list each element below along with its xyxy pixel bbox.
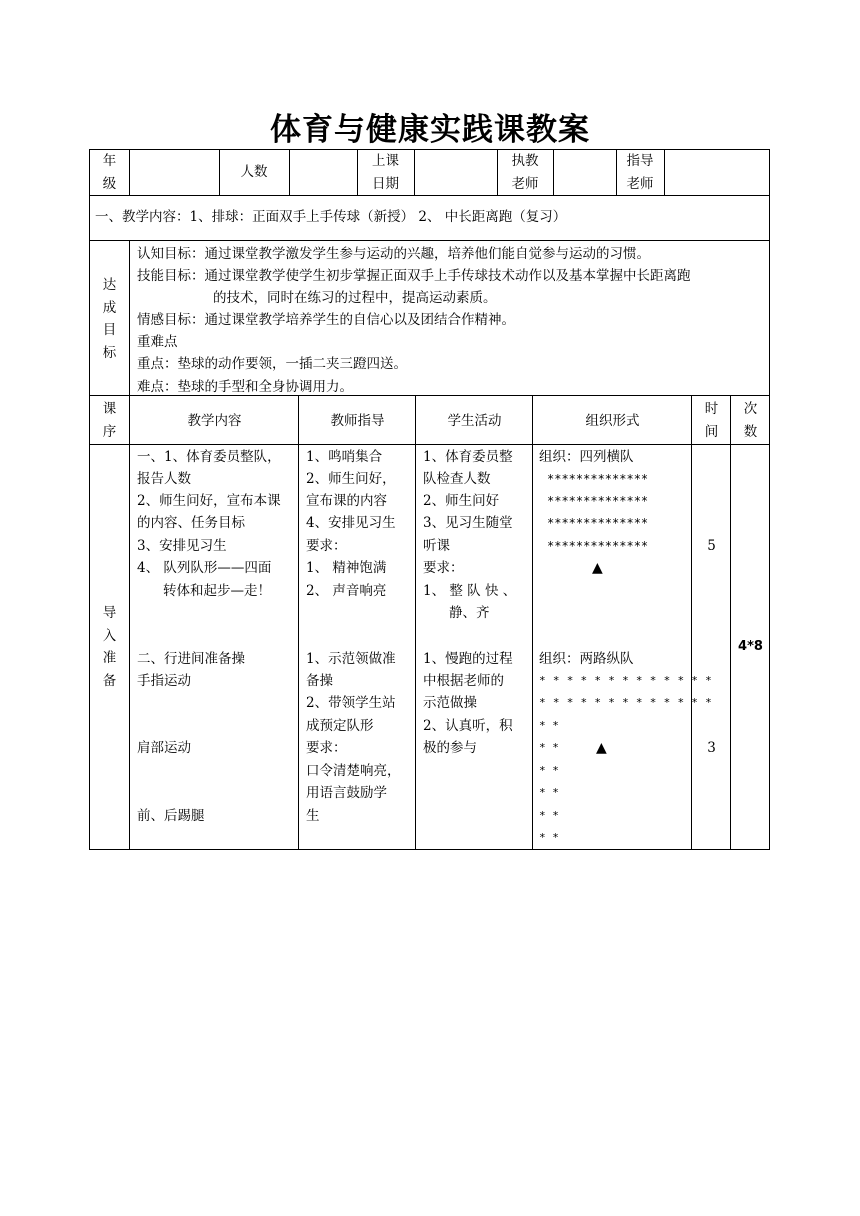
goal-skill: 技能目标：通过课堂教学使学生初步掌握正面双手上手传球技术动作以及基本掌握中长距离跑 — [137, 268, 691, 284]
teacher-line: 用语言鼓励学 — [306, 785, 387, 801]
teaching-content: 一、教学内容：1、排球：正面双手上手传球（新授） 2、 中长距离跑（复习） — [95, 209, 567, 225]
teacher-line: 口令清楚响亮， — [306, 763, 401, 779]
org-title-2: 组织：两路纵队 — [539, 651, 634, 667]
col-student: 学生活动 — [447, 413, 502, 429]
goals-side-label: 达 成 目 标 — [102, 277, 117, 361]
teacher-line: 1、示范领做准 — [306, 651, 396, 667]
content-line: 报告人数 — [137, 471, 191, 487]
teacher-line: 成预定队形 — [306, 718, 374, 734]
org-title-1: 组织：四列横队 — [539, 449, 634, 465]
col-time: 时 间 — [704, 401, 719, 440]
formation-row: ************** — [547, 472, 649, 486]
teacher-line: 要求： — [306, 740, 347, 756]
formation-row: * * — [539, 764, 559, 777]
teacher-line: 2、带领学生站 — [306, 695, 396, 711]
student-line: 听课 — [423, 538, 450, 554]
col-content: 教学内容 — [187, 413, 242, 429]
content-line: 前、后踢腿 — [137, 808, 205, 824]
student-line: 静、齐 — [449, 605, 490, 621]
formation-row: * * — [539, 831, 559, 844]
student-line: 1、体育委员整 — [423, 449, 513, 465]
content-line: 手指运动 — [137, 673, 191, 689]
col-organization: 组织形式 — [585, 413, 640, 429]
content-line: 二、行进间准备操 — [137, 651, 245, 667]
teacher-line: 宣布课的内容 — [306, 493, 387, 509]
formation-row: * * * * * * * * * * * * * — [539, 696, 713, 709]
time-value: 5 — [707, 538, 716, 554]
formation-row: * * — [539, 741, 559, 754]
teacher-line: 2、 声音响亮 — [306, 583, 387, 599]
formation-row: * * * * * * * * * * * * * — [539, 674, 713, 687]
col-order: 课 序 — [102, 401, 117, 440]
page-title: 体育与健康实践课教案 — [270, 112, 590, 148]
section-side-label: 导 入 准 备 — [102, 605, 117, 689]
student-line: 示范做操 — [423, 695, 477, 711]
teacher-triangle-icon: ▲ — [592, 560, 603, 576]
student-line: 1、 整 队 快 、 — [423, 583, 517, 599]
key-points-heading: 重难点 — [137, 334, 178, 350]
teacher-triangle-icon: ▲ — [596, 740, 607, 756]
col-teacher: 教师指导 — [330, 413, 385, 429]
formation-row: * * — [539, 786, 559, 799]
student-line: 1、慢跑的过程 — [423, 651, 513, 667]
content-line: 一、1、体育委员整队， — [137, 449, 281, 465]
formation-row: ************** — [547, 516, 649, 530]
teacher-label: 执教 老师 — [511, 153, 539, 192]
teacher-line: 4、安排见习生 — [306, 515, 396, 531]
teacher-line: 1、 精神饱满 — [306, 560, 387, 576]
teacher-line: 1、鸣哨集合 — [306, 449, 383, 465]
student-line: 中根据老师的 — [423, 673, 504, 689]
col-count: 次 数 — [743, 401, 758, 440]
teacher-line: 备操 — [306, 673, 333, 689]
goal-cognitive: 认知目标：通过课堂教学激发学生参与运动的兴趣，培养他们能自觉参与运动的习惯。 — [137, 246, 650, 262]
teacher-line: 要求： — [306, 538, 347, 554]
teacher-line: 生 — [306, 808, 320, 824]
content-line: 的内容、任务目标 — [137, 515, 245, 531]
formation-row: ************** — [547, 494, 649, 508]
student-line: 3、见习生随堂 — [423, 515, 513, 531]
teacher-line: 2、师生问好， — [306, 471, 396, 487]
grade-label: 年 级 — [102, 153, 117, 192]
key-point: 重点：垫球的动作要领，一插二夹三蹬四送。 — [137, 356, 407, 372]
formation-row: * * — [539, 719, 559, 732]
date-label: 上课 日期 — [372, 153, 399, 192]
time-value: 3 — [707, 740, 716, 756]
content-line: 肩部运动 — [137, 740, 191, 756]
difficult-point: 难点：垫球的手型和全身协调用力。 — [137, 379, 353, 395]
goal-emotion: 情感目标：通过课堂教学培养学生的自信心以及团结合作精神。 — [137, 312, 515, 328]
formation-row: * * — [539, 809, 559, 822]
formation-row: ************** — [547, 539, 649, 553]
student-line: 队检查人数 — [423, 471, 491, 487]
people-label: 人数 — [240, 164, 268, 180]
content-line: 2、师生问好，宣布本课 — [137, 493, 281, 509]
advisor-label: 指导 老师 — [626, 153, 654, 192]
content-line: 3、安排见习生 — [137, 538, 227, 554]
content-line: 4、 队列队形——四面 — [137, 560, 272, 576]
count-value: 4*8 — [738, 639, 763, 654]
content-line: 转体和起步—走！ — [163, 583, 271, 599]
student-line: 极的参与 — [423, 740, 477, 756]
student-line: 2、认真听，积 — [423, 718, 513, 734]
student-line: 要求： — [423, 560, 464, 576]
goal-skill-cont: 的技术，同时在练习的过程中，提高运动素质。 — [213, 290, 497, 306]
student-line: 2、师生问好 — [423, 493, 500, 509]
